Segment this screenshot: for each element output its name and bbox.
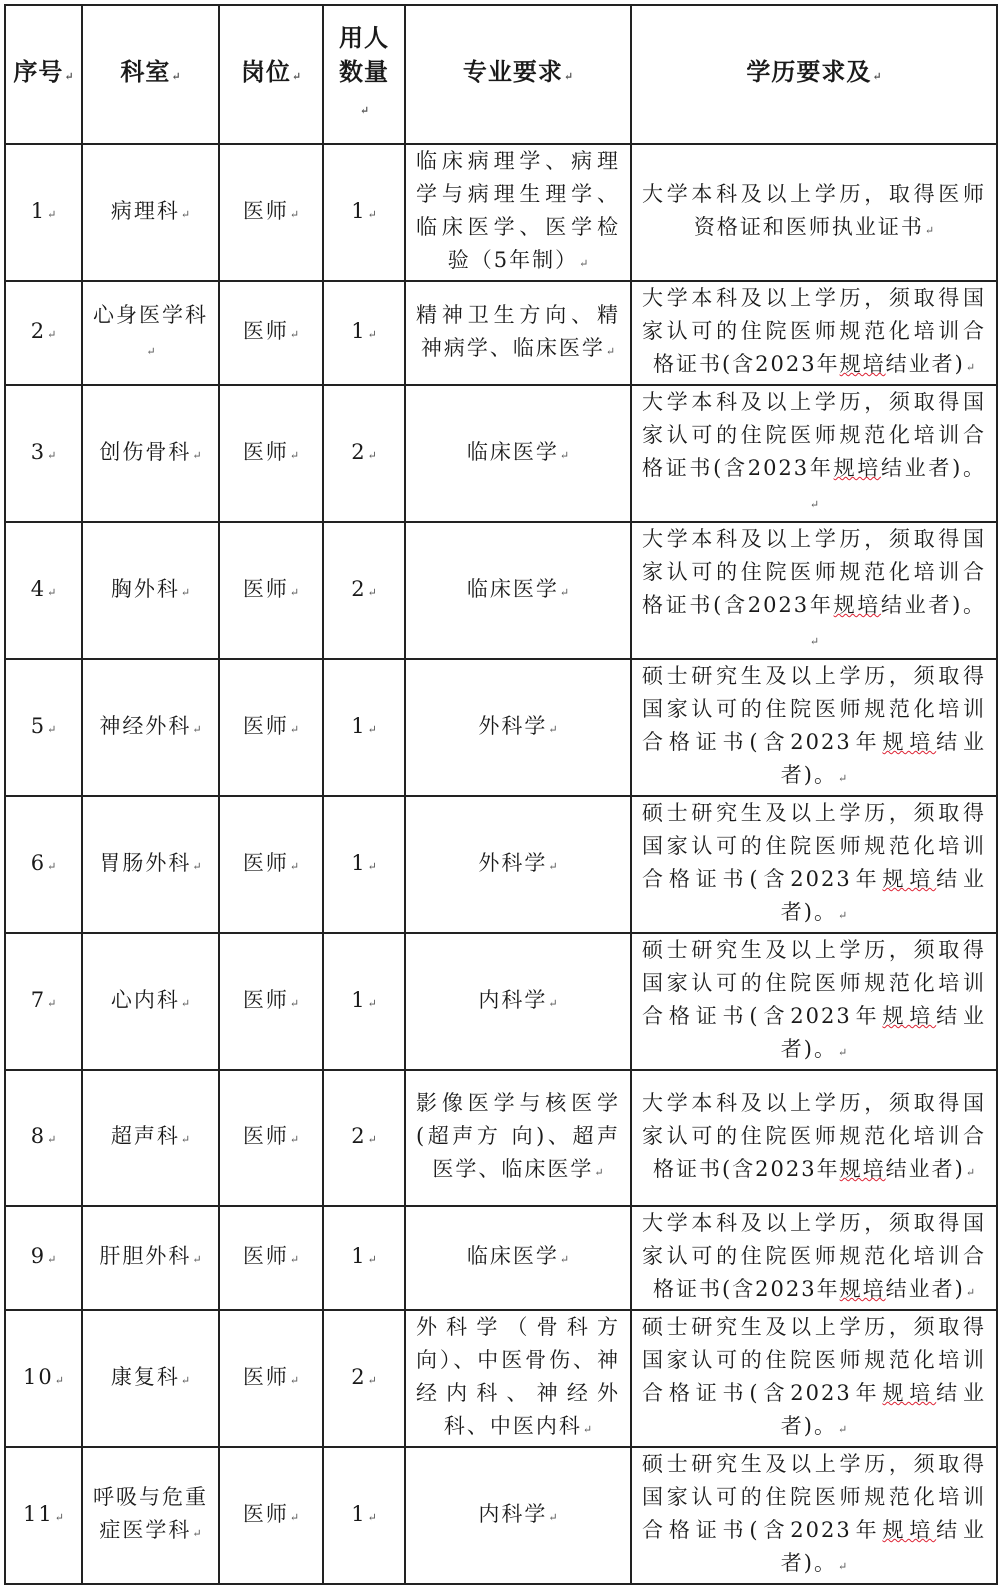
- cell-major: [405, 1310, 631, 1447]
- cell-major-text: 临床医学: [466, 439, 559, 464]
- cell-dept-text: 胃肠外科: [99, 850, 192, 875]
- paragraph-mark-icon: ↵: [180, 996, 191, 1010]
- cell-count-text: 1: [351, 850, 367, 875]
- cell-dept-text: 胸外科: [110, 576, 180, 601]
- cell-seq-text: 5: [30, 713, 47, 738]
- paragraph-mark-icon: ↵: [559, 448, 570, 462]
- cell-dept: [82, 522, 219, 659]
- paragraph-mark-icon: ↵: [47, 1133, 57, 1146]
- paragraph-mark-icon: ↵: [367, 996, 377, 1010]
- cell-post-text: 医师: [242, 850, 289, 875]
- cell-post-text: 医师: [242, 1124, 289, 1148]
- cell-major-text: 内科学: [478, 1501, 548, 1526]
- cell-major-text: 临床医学: [466, 1244, 559, 1268]
- paragraph-mark-icon: ↵: [965, 1166, 976, 1179]
- paragraph-mark-icon: ↵: [594, 1166, 604, 1179]
- cell-edu: [631, 659, 997, 796]
- cell-dept-text: 康复科: [110, 1364, 180, 1389]
- cell-seq: [5, 1310, 82, 1447]
- paragraph-mark-icon: ↵: [367, 207, 377, 221]
- paragraph-mark-icon: ↵: [289, 1253, 300, 1266]
- cell-dept: [82, 659, 219, 796]
- cell-post-text: 医师: [242, 1244, 289, 1268]
- cell-dept: [82, 933, 219, 1070]
- cell-seq-text: 4: [30, 576, 47, 601]
- cell-edu-text: 大学本科及以上学历，须取得国家认可的住院医师规范化培训合格证书(含2023年规培结业者): [642, 1091, 986, 1181]
- table-row: [5, 659, 997, 796]
- cell-seq: [5, 1206, 82, 1310]
- paragraph-mark-icon: ↵: [367, 1133, 377, 1146]
- header-dept: 科室↵: [82, 5, 219, 144]
- cell-major-text: 影像医学与核医学(超声方 向)、超声医学、临床医学: [416, 1091, 620, 1181]
- cell-dept: [82, 281, 219, 385]
- paragraph-mark-icon: ↵: [47, 859, 57, 873]
- cell-major: [405, 144, 631, 281]
- cell-dept-text: 肝胆外科: [99, 1244, 192, 1268]
- cell-dept: [82, 1206, 219, 1310]
- cell-seq: [5, 522, 82, 659]
- paragraph-mark-icon: ↵: [548, 722, 558, 736]
- paragraph-mark-icon: ↵: [965, 1286, 976, 1299]
- paragraph-mark-icon: ↵: [924, 224, 935, 237]
- cell-edu-text: 硕士研究生及以上学历，须取得国家认可的住院医师规范化培训合格证书(含2023年规培结业者)。: [642, 664, 987, 787]
- cell-edu-text: 硕士研究生及以上学历，须取得国家认可的住院医师规范化培训合格证书(含2023年规培结业者)。: [642, 801, 987, 924]
- spellcheck-underline: 规培: [882, 730, 937, 754]
- cell-major: [405, 796, 631, 933]
- spellcheck-underline: 规培: [839, 1157, 886, 1181]
- table-row: [5, 1070, 997, 1206]
- cell-count-text: 2: [351, 1364, 367, 1389]
- spellcheck-underline: 规培: [833, 593, 881, 617]
- cell-seq-text: 2: [30, 319, 47, 343]
- paragraph-mark-icon: ↵: [289, 448, 300, 462]
- cell-post: [219, 1447, 323, 1584]
- cell-seq: [5, 659, 82, 796]
- cell-major: [405, 385, 631, 522]
- cell-seq-text: 8: [30, 1124, 47, 1148]
- table-row: [5, 522, 997, 659]
- paragraph-mark-icon: ↵: [837, 1560, 848, 1573]
- table-row: [5, 1447, 997, 1584]
- spellcheck-underline: 规培: [833, 456, 881, 480]
- cell-post: [219, 281, 323, 385]
- table-row: [5, 144, 997, 281]
- paragraph-mark-icon: ↵: [965, 361, 976, 374]
- paragraph-mark-icon: ↵: [548, 859, 558, 873]
- paragraph-mark-icon: ↵: [367, 448, 377, 462]
- cell-count: [323, 933, 405, 1070]
- cell-dept: [82, 796, 219, 933]
- cell-edu-text: 硕士研究生及以上学历，须取得国家认可的住院医师规范化培训合格证书(含2023年规培结业者)。: [642, 1452, 987, 1575]
- cell-edu-text: 硕士研究生及以上学历，须取得国家认可的住院医师规范化培训合格证书(含2023年规培结业者)。: [642, 938, 987, 1061]
- cell-post: [219, 144, 323, 281]
- paragraph-mark-icon: ↵: [47, 328, 57, 341]
- cell-post-text: 医师: [242, 1364, 289, 1389]
- cell-count-text: 1: [351, 713, 367, 738]
- cell-seq: [5, 144, 82, 281]
- cell-dept: [82, 1447, 219, 1584]
- cell-edu: [631, 385, 997, 522]
- spellcheck-underline: 规培: [882, 1381, 937, 1405]
- paragraph-mark-icon: ↵: [192, 448, 202, 462]
- header-edu: 学历要求及↵: [631, 5, 997, 144]
- table-row: [5, 1206, 997, 1310]
- cell-seq-text: 3: [30, 439, 47, 464]
- cell-post-text: 医师: [242, 576, 289, 601]
- cell-seq-text: 11: [23, 1501, 54, 1526]
- cell-seq: [5, 281, 82, 385]
- cell-edu-text: 大学本科及以上学历，须取得国家认可的住院医师规范化培训合格证书(含2023年规培结业者)。: [642, 527, 987, 617]
- spellcheck-underline: 规培: [882, 1518, 937, 1542]
- cell-count-text: 1: [351, 319, 367, 343]
- cell-major: [405, 1447, 631, 1584]
- cell-post: [219, 1310, 323, 1447]
- cell-edu: [631, 144, 997, 281]
- cell-dept-text: 创伤骨科: [99, 439, 192, 464]
- cell-count-text: 2: [351, 1124, 367, 1148]
- cell-post: [219, 933, 323, 1070]
- paragraph-mark-icon: ↵: [289, 585, 300, 599]
- paragraph-mark-icon: ↵: [289, 328, 300, 341]
- cell-seq: [5, 385, 82, 522]
- cell-major: [405, 281, 631, 385]
- table-row: [5, 385, 997, 522]
- paragraph-mark-icon: ↵: [289, 1133, 300, 1146]
- cell-edu: [631, 281, 997, 385]
- cell-major-text: 精神卫生方向、精神病学、临床医学: [416, 302, 620, 360]
- cell-dept-text: 呼吸与危重症医学科: [93, 1485, 208, 1542]
- cell-count-text: 1: [351, 987, 367, 1012]
- table-row: [5, 281, 997, 385]
- cell-count: [323, 796, 405, 933]
- spellcheck-underline: 规培: [882, 867, 937, 891]
- paragraph-mark-icon: ↵: [47, 996, 57, 1010]
- paragraph-mark-icon: ↵: [47, 722, 57, 736]
- paragraph-mark-icon: ↵: [367, 859, 377, 873]
- cell-dept: [82, 1070, 219, 1206]
- cell-dept-text: 病理科: [110, 198, 180, 223]
- cell-seq-text: 1: [30, 198, 47, 223]
- cell-count: [323, 1447, 405, 1584]
- cell-post-text: 医师: [242, 439, 289, 464]
- paragraph-mark-icon: ↵: [289, 722, 300, 736]
- paragraph-mark-icon: ↵: [180, 585, 191, 599]
- paragraph-mark-icon: ↵: [146, 344, 156, 358]
- cell-count: [323, 1070, 405, 1206]
- cell-seq-text: 7: [30, 987, 47, 1012]
- cell-post-text: 医师: [242, 987, 289, 1012]
- paragraph-mark-icon: ↵: [192, 1527, 202, 1540]
- cell-dept-text: 神经外科: [99, 713, 192, 738]
- table-body: [5, 144, 997, 1584]
- cell-post: [219, 659, 323, 796]
- paragraph-mark-icon: ↵: [837, 1046, 848, 1059]
- paragraph-mark-icon: ↵: [367, 1253, 377, 1266]
- cell-seq: [5, 796, 82, 933]
- cell-count: [323, 1310, 405, 1447]
- cell-edu: [631, 933, 997, 1070]
- cell-major-text: 临床病理学、病理学与病理生理学、临床医学、医学检验（5年制）: [416, 149, 620, 272]
- cell-dept: [82, 1310, 219, 1447]
- cell-post: [219, 522, 323, 659]
- paragraph-mark-icon: ↵: [367, 328, 377, 341]
- spellcheck-underline: 规培: [839, 352, 886, 376]
- header-major: 专业要求↵: [405, 5, 631, 144]
- cell-major-text: 外科学: [478, 850, 548, 875]
- cell-post-text: 医师: [242, 1501, 289, 1526]
- paragraph-mark-icon: ↵: [367, 1510, 377, 1524]
- cell-count: [323, 281, 405, 385]
- spellcheck-underline: 规培: [839, 1277, 886, 1301]
- paragraph-mark-icon: ↵: [837, 909, 848, 922]
- paragraph-mark-icon: ↵: [559, 585, 570, 599]
- paragraph-mark-icon: ↵: [582, 1423, 593, 1436]
- paragraph-mark-icon: ↵: [809, 635, 820, 648]
- paragraph-mark-icon: ↵: [289, 996, 300, 1010]
- cell-major: [405, 659, 631, 796]
- header-row: [5, 5, 997, 144]
- header-count: 用人数量↵: [323, 5, 405, 144]
- paragraph-mark-icon: ↵: [809, 498, 820, 511]
- paragraph-mark-icon: ↵: [180, 1133, 191, 1146]
- paragraph-mark-icon: ↵: [367, 585, 377, 599]
- table-row: [5, 796, 997, 933]
- cell-count-text: 1: [351, 198, 367, 223]
- cell-edu: [631, 522, 997, 659]
- cell-count-text: 1: [351, 1244, 367, 1268]
- cell-post-text: 医师: [242, 319, 289, 343]
- paragraph-mark-icon: ↵: [54, 1373, 64, 1387]
- cell-count-text: 1: [351, 1501, 367, 1526]
- cell-edu-text: 硕士研究生及以上学历，须取得国家认可的住院医师规范化培训合格证书(含2023年规培结业者)。: [642, 1315, 987, 1438]
- cell-seq: [5, 933, 82, 1070]
- cell-dept: [82, 385, 219, 522]
- paragraph-mark-icon: ↵: [47, 1253, 57, 1266]
- paragraph-mark-icon: ↵: [367, 722, 377, 736]
- paragraph-mark-icon: ↵: [47, 448, 57, 462]
- table-row: [5, 1310, 997, 1447]
- cell-post-text: 医师: [242, 713, 289, 738]
- paragraph-mark-icon: ↵: [837, 1423, 848, 1436]
- paragraph-mark-icon: ↵: [47, 585, 57, 599]
- paragraph-mark-icon: ↵: [289, 1510, 300, 1524]
- paragraph-mark-icon: ↵: [605, 344, 616, 358]
- cell-post-text: 医师: [242, 198, 289, 223]
- cell-edu: [631, 1447, 997, 1584]
- paragraph-mark-icon: ↵: [579, 257, 589, 270]
- cell-post: [219, 1070, 323, 1206]
- cell-edu: [631, 1070, 997, 1206]
- cell-edu-text: 大学本科及以上学历，须取得国家认可的住院医师规范化培训合格证书(含2023年规培结业者): [642, 286, 986, 376]
- cell-post: [219, 385, 323, 522]
- cell-major: [405, 1206, 631, 1310]
- cell-dept-text: 心身医学科: [93, 302, 208, 327]
- cell-edu-text: 大学本科及以上学历，须取得国家认可的住院医师规范化培训合格证书(含2023年规培结业者)。: [642, 390, 987, 480]
- paragraph-mark-icon: ↵: [192, 722, 202, 736]
- cell-count: [323, 659, 405, 796]
- cell-count-text: 2: [351, 439, 367, 464]
- cell-edu: [631, 1206, 997, 1310]
- cell-major: [405, 522, 631, 659]
- cell-edu-text: 大学本科及以上学历，取得医师资格证和医师执业证书: [642, 182, 986, 239]
- header-seq: 序号↵: [5, 5, 82, 144]
- cell-major-text: 内科学: [478, 987, 548, 1012]
- cell-seq: [5, 1447, 82, 1584]
- paragraph-mark-icon: ↵: [837, 772, 848, 785]
- cell-edu: [631, 796, 997, 933]
- paragraph-mark-icon: ↵: [559, 1253, 570, 1266]
- paragraph-mark-icon: ↵: [180, 207, 191, 221]
- paragraph-mark-icon: ↵: [192, 1253, 202, 1266]
- cell-major-text: 外科学: [478, 713, 548, 738]
- header-post: 岗位↵: [219, 5, 323, 144]
- paragraph-mark-icon: ↵: [289, 859, 300, 873]
- cell-count: [323, 1206, 405, 1310]
- cell-post: [219, 1206, 323, 1310]
- cell-post: [219, 796, 323, 933]
- cell-seq: [5, 1070, 82, 1206]
- cell-seq-text: 10: [23, 1364, 54, 1389]
- cell-seq-text: 9: [30, 1244, 47, 1268]
- recruitment-table: [4, 4, 998, 1585]
- cell-count-text: 2: [351, 576, 367, 601]
- paragraph-mark-icon: ↵: [180, 1373, 191, 1387]
- paragraph-mark-icon: ↵: [548, 1510, 558, 1524]
- cell-count: [323, 385, 405, 522]
- cell-major-text: 外科学（骨科方向）、中医骨伤、神经内科、神经外科、中医内科: [416, 1315, 620, 1438]
- cell-edu-text: 大学本科及以上学历，须取得国家认可的住院医师规范化培训合格证书(含2023年规培结业者): [642, 1211, 986, 1301]
- paragraph-mark-icon: ↵: [192, 859, 202, 873]
- spellcheck-underline: 规培: [882, 1004, 937, 1028]
- cell-count: [323, 522, 405, 659]
- cell-dept-text: 超声科: [110, 1124, 180, 1148]
- table-row: [5, 933, 997, 1070]
- paragraph-mark-icon: ↵: [54, 1510, 64, 1524]
- cell-major-text: 临床医学: [466, 576, 559, 601]
- cell-count: [323, 144, 405, 281]
- cell-dept: [82, 144, 219, 281]
- cell-seq-text: 6: [30, 850, 47, 875]
- paragraph-mark-icon: ↵: [289, 1373, 300, 1387]
- paragraph-mark-icon: ↵: [47, 207, 57, 221]
- paragraph-mark-icon: ↵: [548, 996, 558, 1010]
- cell-dept-text: 心内科: [110, 987, 180, 1012]
- paragraph-mark-icon: ↵: [289, 207, 300, 221]
- paragraph-mark-icon: ↵: [367, 1373, 377, 1387]
- cell-major: [405, 933, 631, 1070]
- cell-major: [405, 1070, 631, 1206]
- cell-edu: [631, 1310, 997, 1447]
